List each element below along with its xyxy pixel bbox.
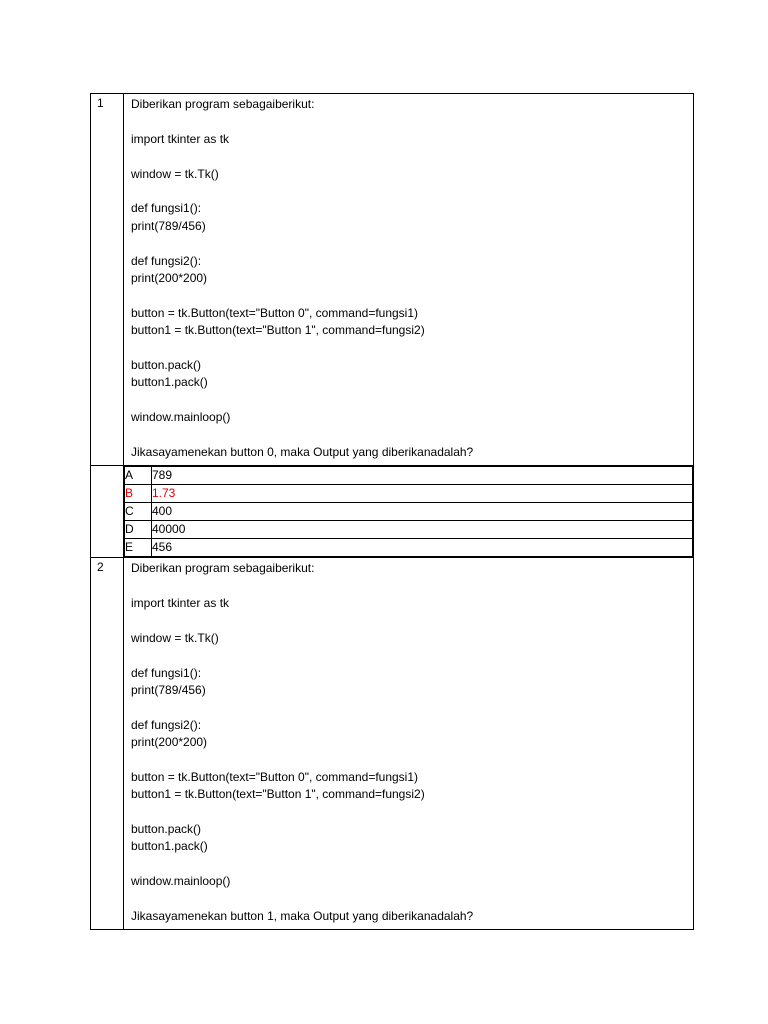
question-body [124, 558, 694, 930]
option-row-d [125, 521, 693, 539]
question-prompt: Jikasayamenekan button 1, maka Output yang diberikanadalah? [131, 909, 474, 924]
code-line: button = tk.Button(text="Button 0", command=fungsi1) [131, 769, 419, 784]
code-line: import tkinter as tk [131, 595, 230, 610]
code-line: def fungsi1(): [131, 201, 202, 216]
code-line: def fungsi1(): [131, 665, 202, 680]
option-letter: B [125, 485, 152, 503]
code-line: button1.pack() [131, 375, 208, 390]
question-prompt: Jikasayamenekan button 0, maka Output yang diberikanadalah? [131, 444, 474, 459]
code-line: window.mainloop() [131, 874, 231, 889]
code-line: print(200*200) [131, 270, 208, 285]
option-letter: D [125, 521, 152, 539]
code-line: button1 = tk.Button(text="Button 1", command=fungsi2) [131, 323, 425, 338]
option-text: 400 [152, 503, 693, 521]
code-line: print(789/456) [131, 218, 206, 233]
question-number: 2 [91, 558, 124, 930]
answer-options [124, 466, 693, 557]
option-text-correct: 1.73 [152, 485, 693, 503]
code-line: import tkinter as tk [131, 131, 230, 146]
option-text: 40000 [152, 521, 693, 539]
option-row-b [125, 485, 693, 503]
code-line: print(200*200) [131, 735, 208, 750]
code-line: button1 = tk.Button(text="Button 1", command=fungsi2) [131, 787, 425, 802]
option-text: 456 [152, 539, 693, 557]
option-letter: E [125, 539, 152, 557]
option-row-e [125, 539, 693, 557]
question-line: Diberikan program sebagaiberikut: [131, 561, 315, 576]
code-line: button = tk.Button(text="Button 0", command=fungsi1) [131, 305, 419, 320]
question-row [91, 94, 694, 466]
question-body [124, 94, 694, 466]
option-letter: A [125, 467, 152, 485]
option-letter: C [125, 503, 152, 521]
question-row [91, 558, 694, 930]
answer-options-row [91, 466, 694, 558]
question-line: Diberikan program sebagaiberikut: [131, 97, 315, 111]
option-row-a [125, 467, 693, 485]
question-table [90, 93, 694, 930]
code-line: button.pack() [131, 357, 202, 372]
option-row-c [125, 503, 693, 521]
code-line: print(789/456) [131, 682, 206, 697]
code-line: window = tk.Tk() [131, 166, 219, 181]
code-line: window.mainloop() [131, 410, 231, 425]
option-text: 789 [152, 467, 693, 485]
code-line: window = tk.Tk() [131, 630, 219, 645]
code-line: button1.pack() [131, 839, 208, 854]
code-line: def fungsi2(): [131, 253, 202, 268]
code-line: button.pack() [131, 822, 202, 837]
code-line: def fungsi2(): [131, 717, 202, 732]
question-number: 1 [91, 94, 124, 466]
